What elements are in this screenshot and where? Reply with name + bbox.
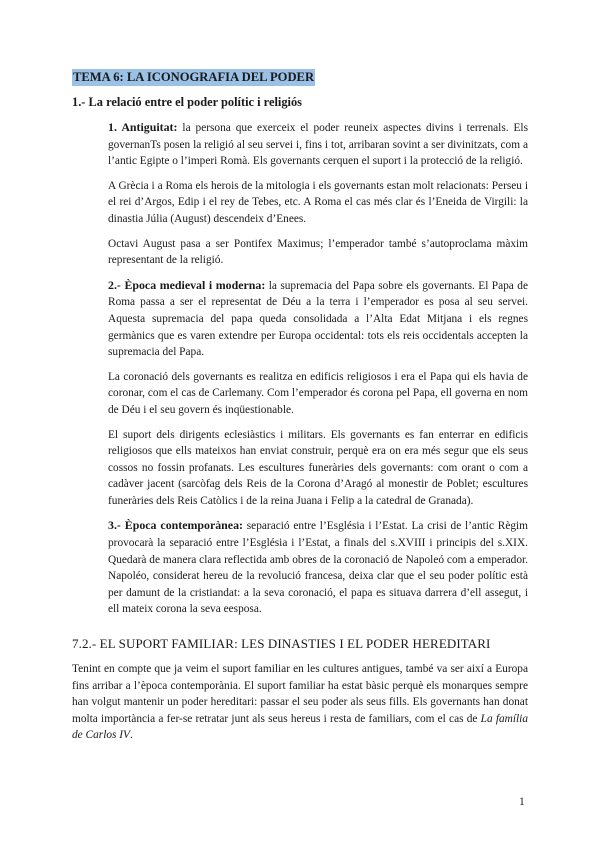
medieval-paragraph — [108, 277, 528, 361]
medieval-lead: 2.- Època medieval i moderna: — [108, 277, 266, 292]
artwork-title: La família de Carlos IV — [72, 712, 528, 742]
section-1-heading: 1.- La relació entre el poder polític i religiós — [72, 95, 302, 109]
suport-familiar-text: Tenint en compte que ja veim el suport familiar en les cultures antigues, també va ser així a Europa fins arribar a l’època contemporània. El suport familiar ha estat bàsic perquè els monarques sempre han volgut mantenir un poder hereditari: passar el seu poder als seus fills. Els governants han donat molta importància a fer-se retratar junt als seus hereus i resta de familiars, com el cas de — [72, 663, 528, 725]
document-title: TEMA 6: LA ICONOGRAFIA DEL PODER — [73, 70, 315, 84]
antiguitat-text: la persona que exerceix el poder reuneix aspectes divins i terrenals. Els governanTs posen la religió al seu servei i, fins i tot, arribaran sovint a ser divinitzats, com a l’antic Egipte o l’imperi Romà. Els governants cerquen el suport i la protecció de la religió. — [108, 122, 528, 168]
medieval-text: la supremacia del Papa sobre els governants. El Papa de Roma passa a ser el representat de Déu a la terra i l’emperador es posa al seu servei. Aquesta supremacia del papa queda consolidada a l’Alta Edat Mitjana i els regnes germànics que es varen extendre per Europa occidental: tots els reis occidentals accepten la supremacia del Papa. — [108, 279, 528, 359]
section-1-body — [108, 119, 528, 618]
suport-familiar-paragraph — [72, 661, 528, 744]
contemporanea-text: separació entre l’Església i l’Estat. La crisi de l’antic Règim provocarà la separació entre l’Església i l’Estat, a finals del s.XVIII i principis del s.XIX. Quedarà de manera clara reflectida amb obres de la coronació de Napoleó com a emperador. Napoléo, considerat hereu de la revolució francesa, deixa clar que el seu poder polític està per damunt de la cristiandat: a la seva coronació, el papa es situava darrera d’ell assegut, i ell mateix corona la seva eesposa. — [108, 520, 528, 616]
contemporanea-paragraph — [108, 517, 528, 618]
suport-dirigents-paragraph: El suport dels dirigents eclesiàstics i militars. Els governants es fan enterrar en edificis religiosos que ells mateixos han enviat construir, perquè era on era més segur que els seus cossos no fossin profanats. Les escultures funeràries dels governants: com orant o com a cadàver jacent (sarcòfag dels Reis de la Corona d’Aragó al monestir de Poblet; escultures funeràries dels Reis Catòlics i de la reina Juana i Felip a la catedral de Granada). — [108, 428, 528, 507]
document-body — [72, 68, 528, 752]
page-number: 1 — [519, 796, 525, 808]
grecia-roma-paragraph: A Grècia i a Roma els herois de la mitologia i els governants estan molt relacionats: Perseu i el rei d’Argos, Edip i el rey de Tebes, etc. A Roma el cas més clar és l’Eneida de Virgili: la dinastia Júlia (August) descendeix d’Enees. — [108, 179, 528, 225]
contemporanea-lead: 3.- Època contemporànea: — [108, 518, 243, 533]
section-2-heading: 7.2.- EL SUPORT FAMILIAR: LES DINASTIES I EL PODER HEREDITARI — [72, 636, 491, 652]
paragraph-end: . — [129, 729, 133, 742]
antiguitat-paragraph — [108, 119, 528, 170]
octavi-paragraph: Octavi August pasa a ser Pontifex Maximus; l’emperador també s’autoproclama màxim representant de la religió. — [108, 237, 528, 267]
coronacio-paragraph: La coronació dels governants es realitza en edificis religiosos i era el Papa qui els havia de coronar, com el cas de Carlemany. Com l’emperador és corona pel Papa, ell governa en nom de Déu i el seu govern és inqüestionable. — [108, 370, 528, 416]
antiguitat-lead: 1. Antiguitat: — [108, 120, 178, 134]
